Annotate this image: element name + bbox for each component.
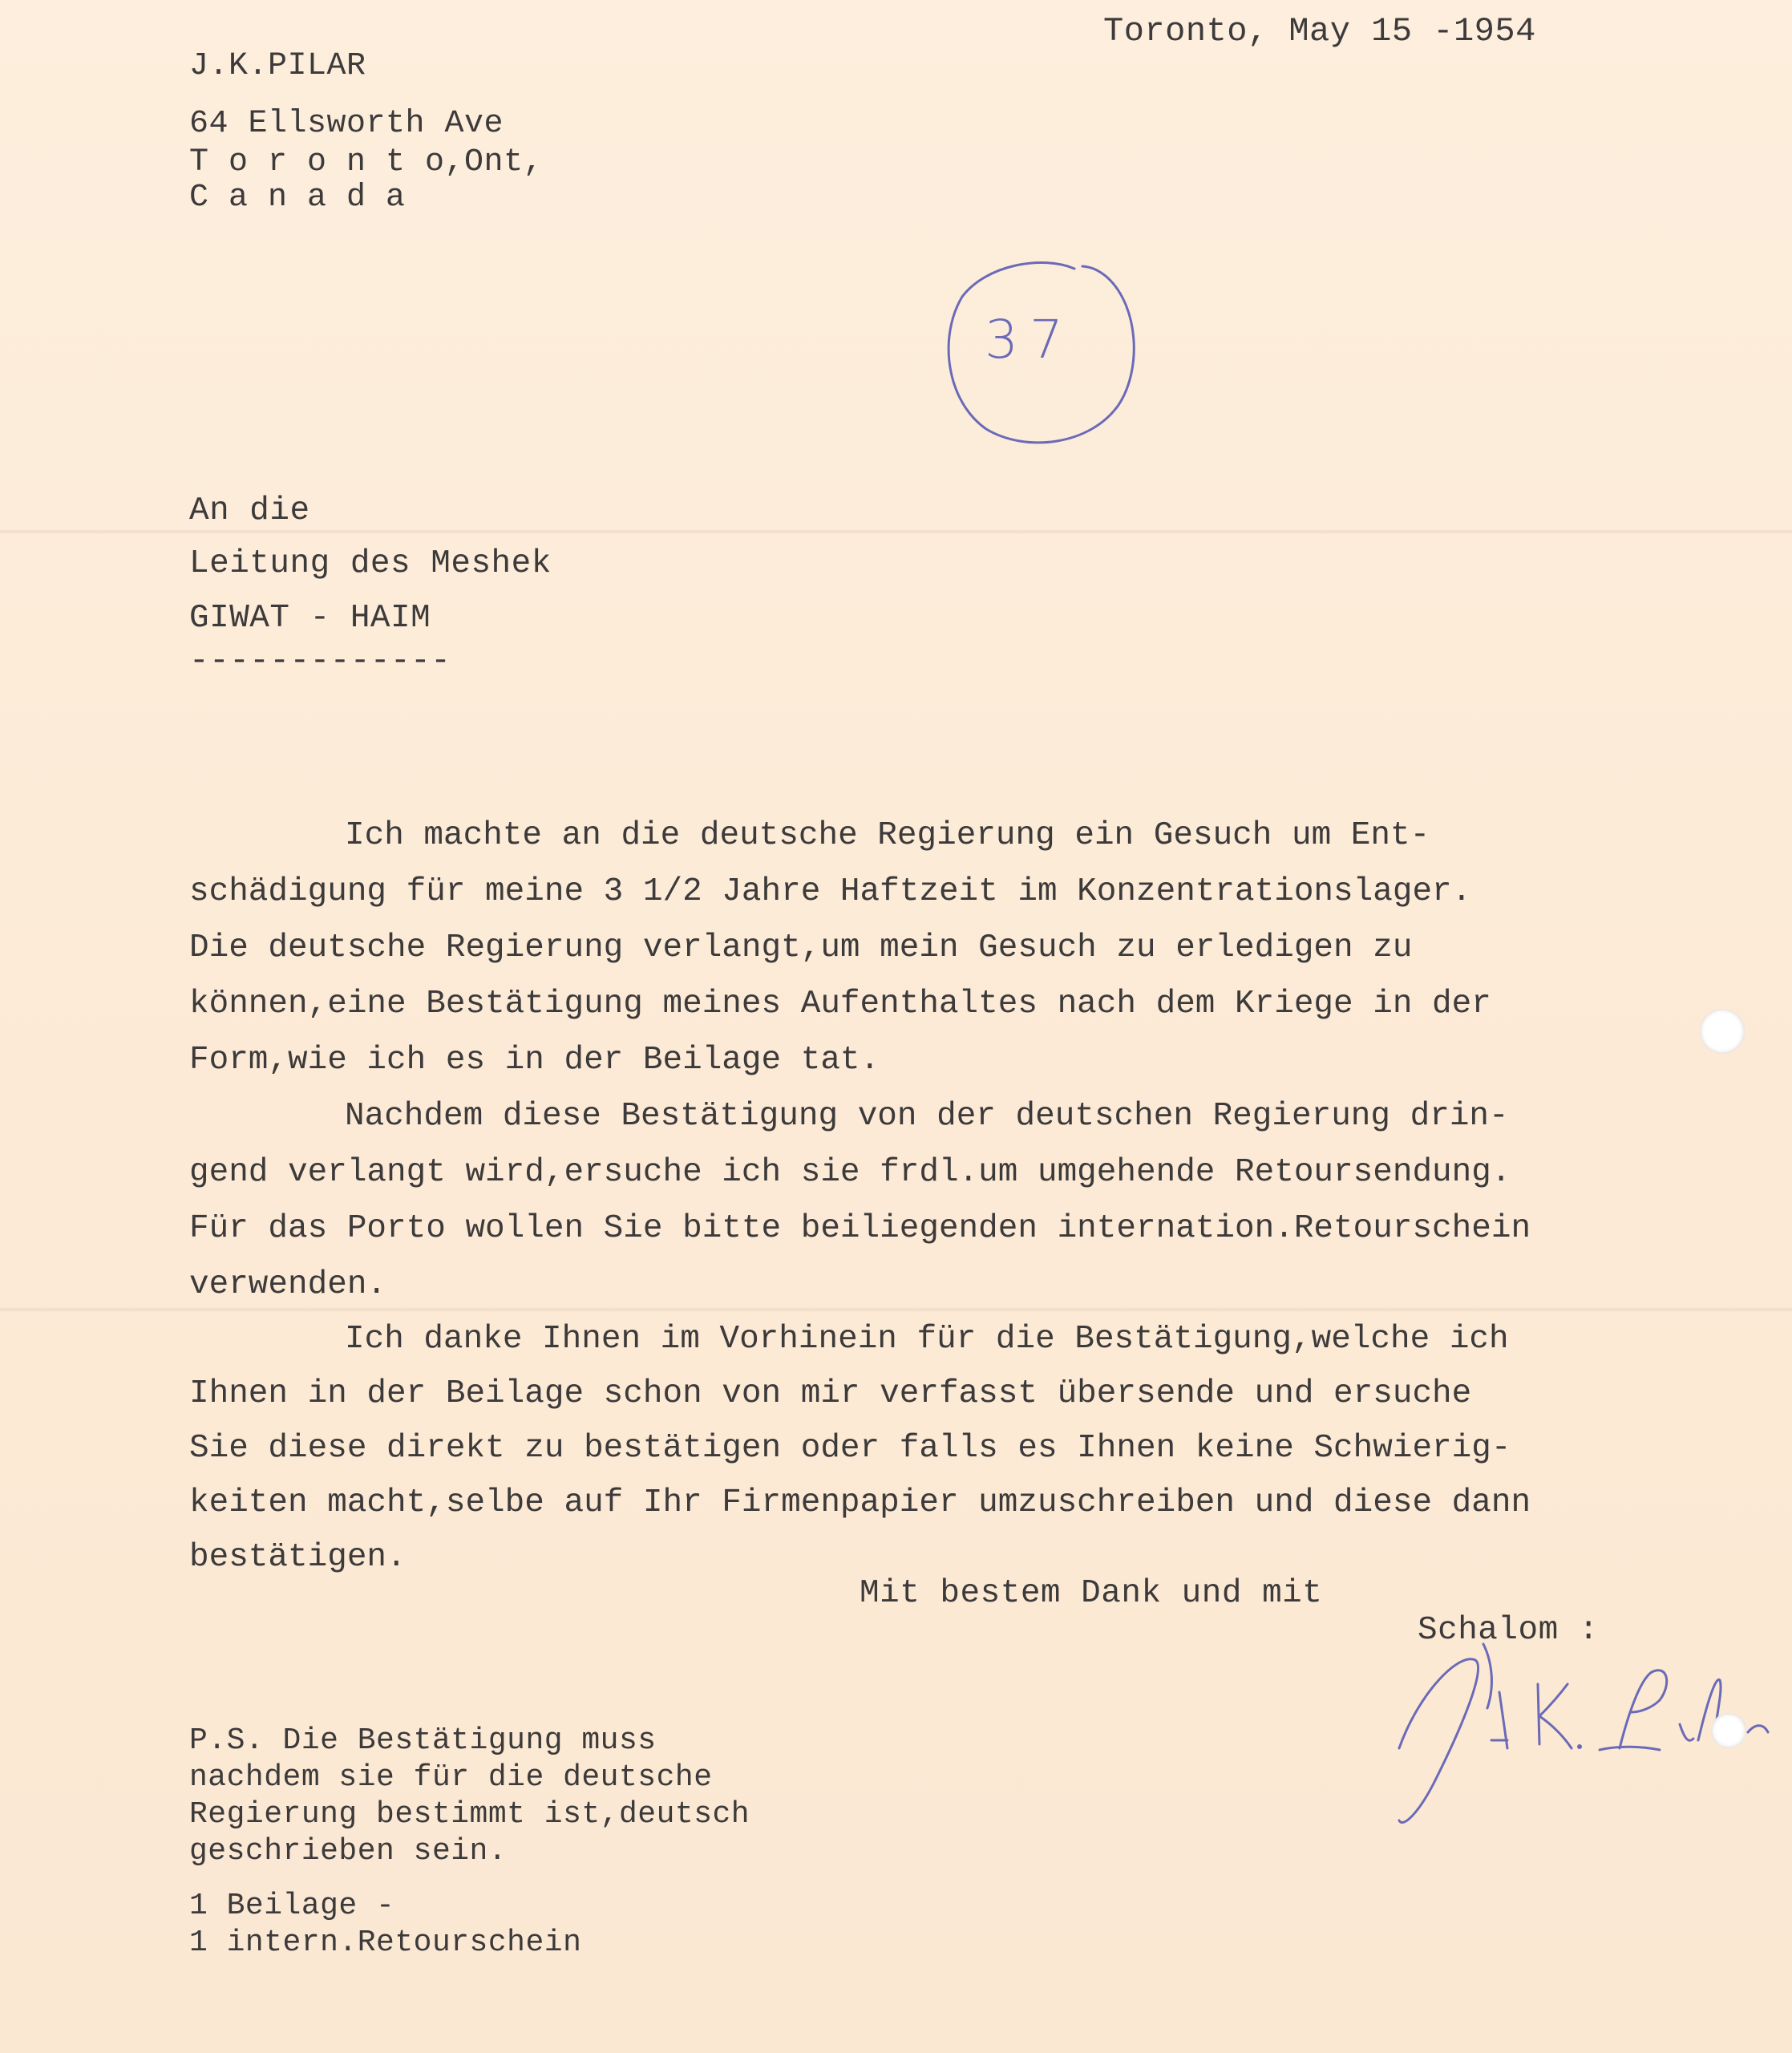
sender-city: T o r o n t o,Ont, [189,144,544,180]
body-line: Form,wie ich es in der Beilage tat. [189,1042,880,1079]
body-line: Ihnen in der Beilage schon von mir verfasst übersende und ersuche [189,1375,1472,1412]
postscript-line: P.S. Die Bestätigung muss [189,1723,657,1758]
postscript-line: nachdem sie für die deutsche [189,1760,713,1795]
closing-line2: Schalom : [1418,1612,1599,1649]
recipient-line1: An die [189,492,310,529]
punch-hole [1711,1713,1746,1748]
body-line: keiten macht,selbe auf Ihr Firmenpapier umzuschreiben und diese dann [189,1484,1531,1521]
postscript-line: geschrieben sein. [189,1834,508,1869]
body-line: Ich danke Ihnen im Vorhinein für die Bestätigung,welche ich [345,1321,1509,1358]
body-line: schädigung für meine 3 1/2 Jahre Haftzeit im Konzentrationslager. [189,873,1472,910]
body-line: können,eine Bestätigung meines Aufenthaltes nach dem Kriege in der [189,986,1491,1022]
enclosure-item: 1 Beilage - [189,1889,395,1923]
body-line: Die deutsche Regierung verlangt,um mein Gesuch zu erledigen zu [189,929,1413,966]
archive-number: 37 [985,309,1074,371]
recipient-line3: GIWAT - HAIM [189,600,431,637]
sender-name: J.K.PILAR [189,48,366,84]
body-line: bestätigen. [189,1539,407,1576]
postscript-line: Regierung bestimmt ist,deutsch [189,1797,750,1832]
body-line: verwenden. [189,1266,387,1303]
body-line: Nachdem diese Bestätigung von der deutschen Regierung drin- [345,1098,1509,1135]
punch-hole [1700,1009,1745,1054]
date-line: Toronto, May 15 -1954 [1103,12,1536,51]
body-line: Sie diese direkt zu bestätigen oder falls es Ihnen keine Schwierig- [189,1430,1511,1467]
sender-street: 64 Ellsworth Ave [189,106,504,142]
sender-country: C a n a d a [189,180,406,216]
enclosure-item: 1 intern.Retourschein [189,1925,582,1960]
recipient-line2: Leitung des Meshek [189,545,552,582]
closing-line1: Mit bestem Dank und mit [860,1575,1323,1612]
body-line: gend verlangt wird,ersuche ich sie frdl.um umgehende Retoursendung. [189,1154,1511,1191]
recipient-rule: ------------- [189,643,451,680]
body-line: Ich machte an die deutsche Regierung ein Gesuch um Ent- [345,817,1430,854]
body-line: Für das Porto wollen Sie bitte beiliegenden internation.Retourschein [189,1210,1531,1247]
